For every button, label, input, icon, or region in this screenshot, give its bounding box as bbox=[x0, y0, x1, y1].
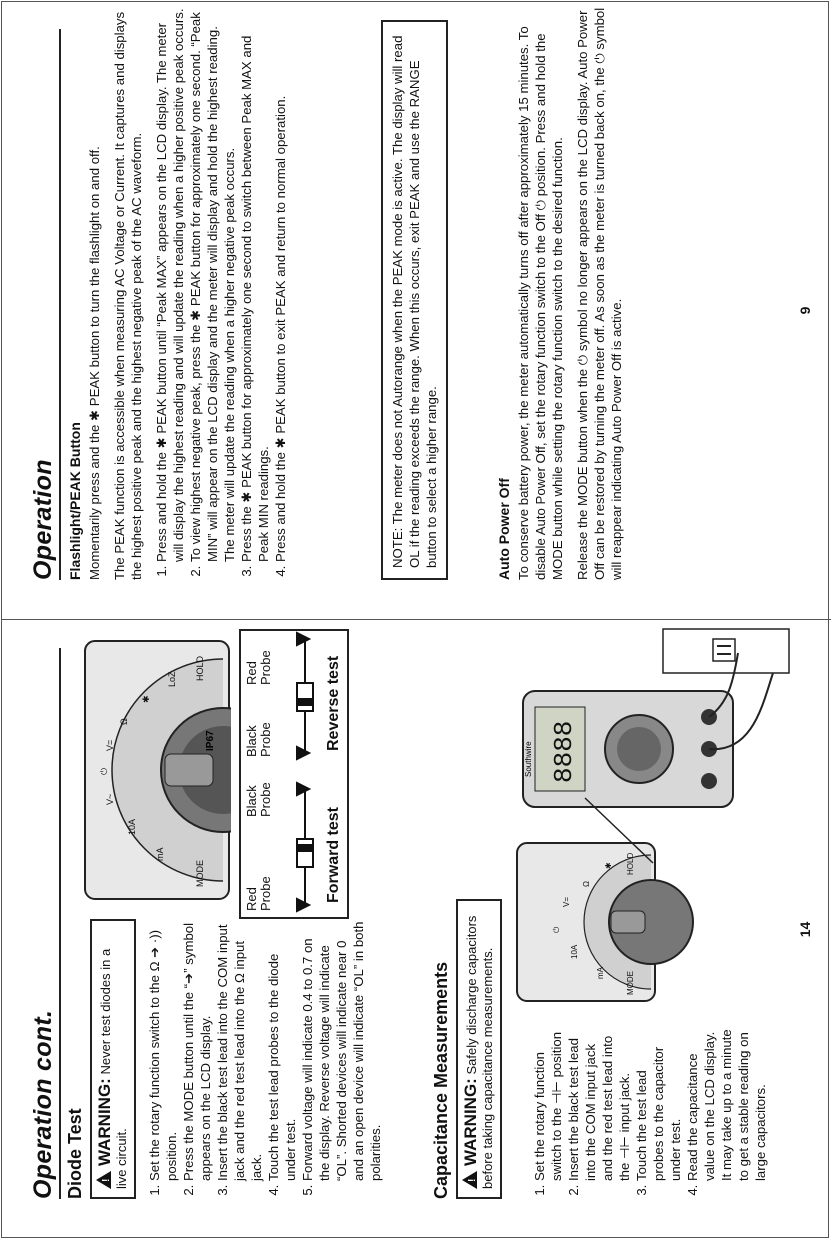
svg-text:8888: 8888 bbox=[549, 720, 579, 783]
title-rule bbox=[59, 648, 61, 1199]
svg-text:Ω: Ω bbox=[582, 881, 591, 887]
forward-test-caption: Forward test bbox=[325, 806, 342, 903]
flash-section bbox=[67, 4, 295, 580]
meter-brand: Southwire bbox=[524, 741, 533, 777]
cap-step: 3. Touch the test lead probes to the capacitor under test. bbox=[633, 1029, 684, 1181]
diode-warning bbox=[90, 919, 136, 1199]
cap-steps-wrap bbox=[531, 1029, 775, 1199]
right-page bbox=[1, 620, 829, 1239]
svg-text:10A: 10A bbox=[127, 818, 137, 835]
meter-illustration-capacitance bbox=[513, 623, 803, 1003]
title-rule bbox=[59, 29, 61, 580]
peak-step: 4. Press and hold the ✱ PEAK button to exit PEAK and return to normal operation. bbox=[272, 4, 289, 562]
svg-text:⏻: ⏻ bbox=[552, 926, 561, 933]
peak-note: NOTE: The meter does not Autorange when the PEAK mode is active. The display will read OL if the reading exceeds the range. When this occurs, exit PEAK and use the RANGE button to select a higher range. bbox=[381, 20, 448, 580]
peak-description: The PEAK function is accessible when measuring AC Voltage or Current. It captures and displays the highest positive peak and the highest negative peak of the AC waveform. bbox=[112, 11, 144, 580]
svg-text:V~: V~ bbox=[105, 793, 115, 805]
diode-section bbox=[67, 919, 390, 1199]
svg-text:V=: V= bbox=[105, 739, 115, 751]
svg-text:HOLD: HOLD bbox=[626, 852, 635, 875]
diode-step: 1. Set the rotary function switch to the Ω ➔ ·)) position. bbox=[146, 919, 180, 1181]
forward-left-label: Red Probe bbox=[244, 876, 273, 911]
reverse-left-label: Black Probe bbox=[244, 722, 273, 757]
svg-text:✱: ✱ bbox=[604, 862, 613, 869]
peak-step: 3. Press the ✱ PEAK button for approximately one second to switch between Peak MAX and Peak MIN readings. bbox=[238, 4, 272, 562]
diode-step: 4. Touch the test lead probes to the diode under test. bbox=[265, 919, 299, 1181]
flash-intro: Momentarily press and the ✱ PEAK button to turn the flashlight on and off. bbox=[87, 146, 102, 580]
svg-text:MODE: MODE bbox=[626, 971, 635, 995]
warning-icon bbox=[462, 1171, 477, 1189]
cap-step: 1. Set the rotary function switch to the ⊣⊢ position bbox=[531, 1029, 565, 1181]
apo-paragraph-1: To conserve battery power, the meter automatically turns off after approximately 15 minutes. To disable Auto Power Off, set the rotary function switch to the Off ⏻ position. Press and hold the MODE button while setting the rotary function switch to the desired function. bbox=[516, 26, 565, 580]
page-number: 14 bbox=[797, 921, 813, 938]
svg-text:Ω: Ω bbox=[119, 718, 129, 725]
cap-section bbox=[433, 899, 512, 1199]
svg-text:mA: mA bbox=[596, 967, 605, 979]
svg-text:HOLD: HOLD bbox=[195, 655, 205, 681]
diode-heading: Diode Test bbox=[65, 1108, 85, 1199]
warning-text: Never test diodes in a live circuit. bbox=[98, 948, 129, 1189]
svg-text:✱: ✱ bbox=[141, 695, 151, 703]
meter-illustration-diode bbox=[83, 639, 231, 901]
warning-label: WARNING: bbox=[95, 1078, 114, 1166]
svg-text:10A: 10A bbox=[570, 944, 579, 959]
svg-text:V=: V= bbox=[562, 896, 571, 907]
reverse-test-caption: Reverse test bbox=[325, 655, 342, 751]
left-page bbox=[1, 1, 829, 620]
diode-step: 5. Forward voltage will indicate 0.4 to 0.7 on the display. Reverse voltage will indicate “OL”. Shorted devices will indicate near 0 and an open device will indicate “OL” in both polarities. bbox=[299, 919, 384, 1181]
reverse-right-label: Red Probe bbox=[244, 650, 273, 685]
meter-rating: IP67 bbox=[205, 730, 216, 751]
svg-text:LoZ: LoZ bbox=[167, 671, 177, 687]
warning-icon bbox=[96, 1171, 111, 1189]
cap-steps bbox=[531, 1029, 769, 1199]
peak-steps bbox=[153, 4, 289, 580]
svg-text:mA: mA bbox=[155, 847, 165, 861]
svg-text:⏻: ⏻ bbox=[99, 767, 109, 775]
warning-text: Safely discharge capacitors before taking capacitance measurements. bbox=[464, 915, 495, 1189]
apo-paragraph-2: Release the MODE button when the ⏻ symbol no longer appears on the LCD display. Auto Power Off can be restored by turning the meter off. As soon as the meter is turned back on, the ⏻ symbol will reappear indicating Auto Power Off is active. bbox=[575, 7, 624, 580]
cap-step: 4. Read the capacitance value on the LCD display. It may take up to a minute to get a stable reading on large capacitors. bbox=[684, 1029, 769, 1181]
diode-diagram bbox=[239, 629, 349, 919]
cap-step: 2. Insert the black test lead into the COM input jack and the red test lead into the ⊣⊢ input jack. bbox=[565, 1029, 633, 1181]
svg-text:MODE: MODE bbox=[195, 860, 205, 887]
warning-label: WARNING: bbox=[461, 1078, 480, 1166]
apo-section bbox=[496, 4, 633, 580]
diode-step: 2. Press the MODE button until the “➔” symbol appears on the LCD display. bbox=[180, 919, 214, 1181]
cap-warning bbox=[456, 899, 502, 1199]
peak-step: 2. To view highest negative peak, press the ✱ PEAK button for approximately one second. “Peak MIN” will appear on the LCD display and the meter will display and hold the highest reading. The meter will update the reading when a higher negative peak occurs. bbox=[187, 4, 238, 562]
right-page-title: Operation cont. bbox=[29, 1009, 57, 1199]
diode-step: 3. Insert the black test lead into the COM input jack and the red test lead into the Ω input jack. bbox=[214, 919, 265, 1181]
flash-heading: Flashlight/PEAK Button bbox=[67, 422, 83, 580]
apo-heading: Auto Power Off bbox=[496, 478, 512, 580]
forward-right-label: Black Probe bbox=[244, 782, 273, 817]
diode-steps bbox=[146, 919, 384, 1199]
left-page-title: Operation bbox=[29, 459, 57, 580]
cap-heading: Capacitance Measurements bbox=[431, 961, 451, 1199]
page-number: 9 bbox=[797, 306, 813, 315]
peak-step: 1. Press and hold the ✱ PEAK button until “Peak MAX” appears on the LCD display. The meter will display the highest reading and will update the reading when a higher positive peak occurs. bbox=[153, 4, 187, 562]
